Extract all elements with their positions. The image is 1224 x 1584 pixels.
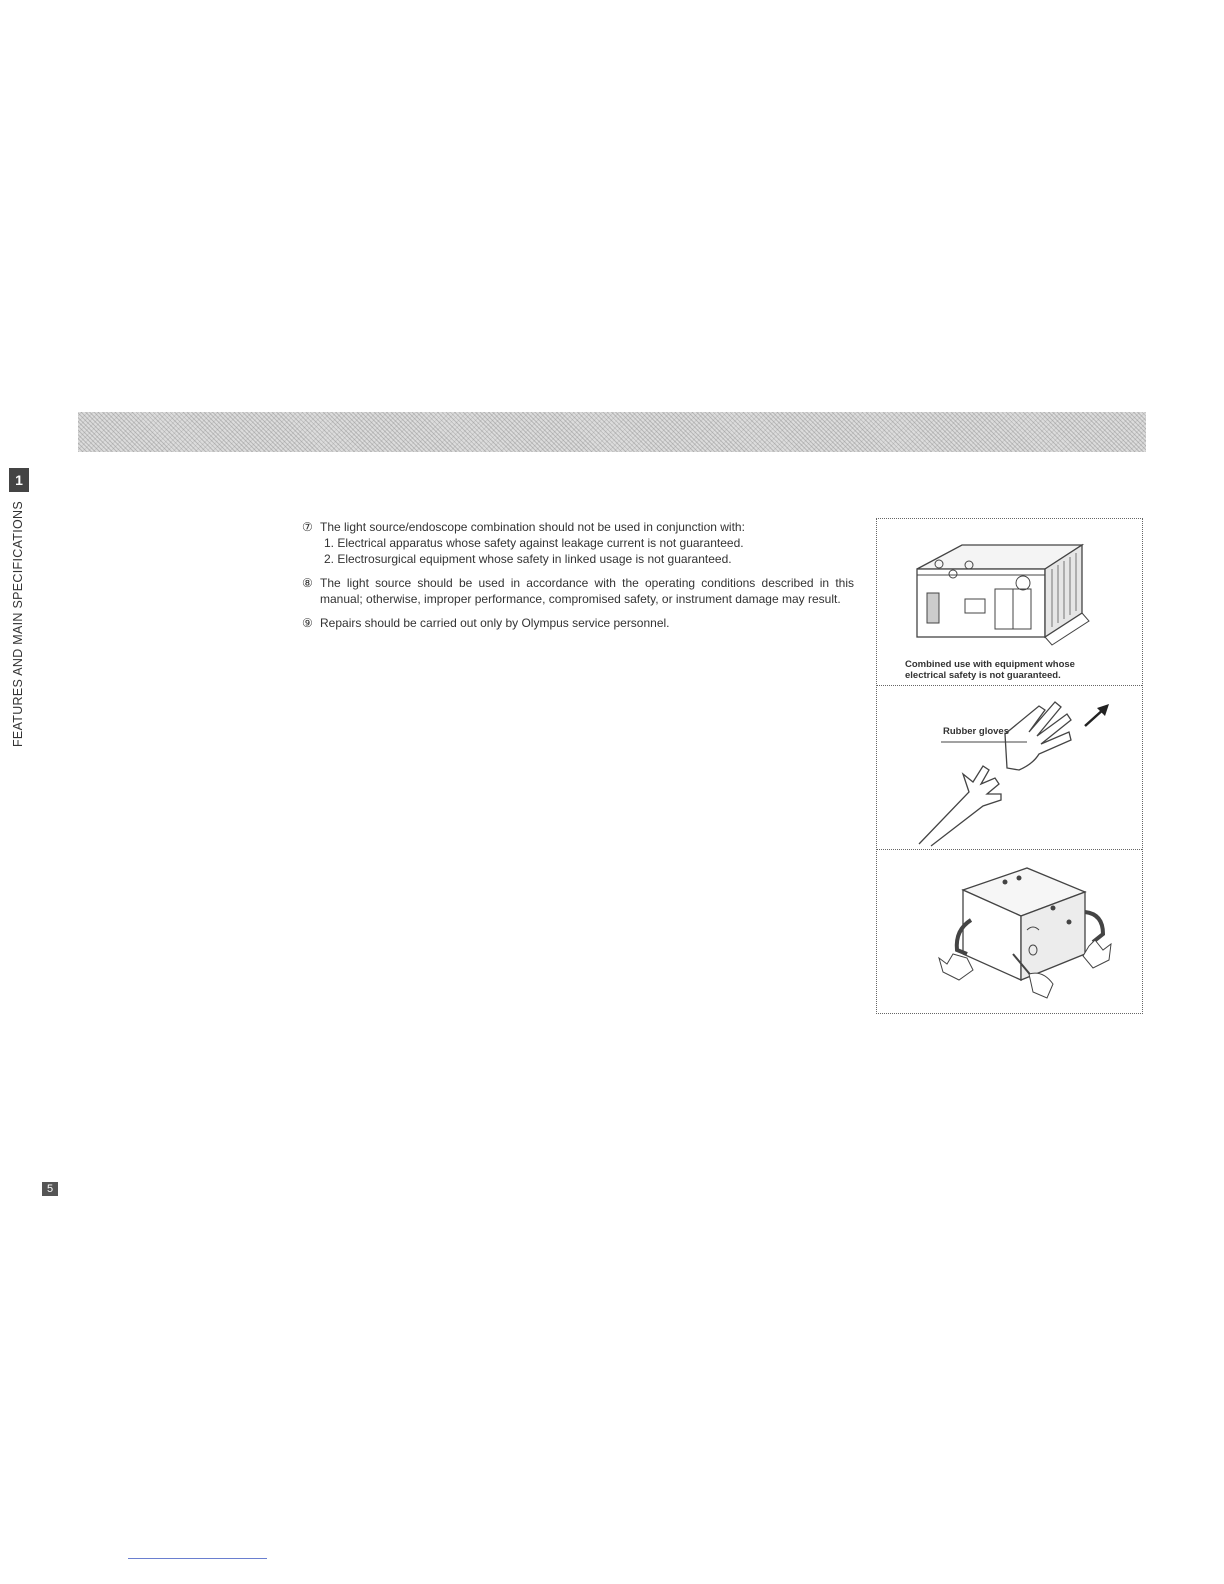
chapter-tab-marker: 1 [9, 468, 29, 492]
note-number: ⑧ [302, 576, 313, 590]
repair-illustration-panel [877, 850, 1142, 1013]
safety-notes [302, 519, 854, 639]
note-number: ⑦ [302, 520, 313, 534]
note-text: Repairs should be carried out only by Olympus service personnel. [320, 616, 670, 630]
repair-warning-illustration [877, 850, 1142, 1013]
note-item-8 [302, 575, 854, 607]
note-item-9 [302, 615, 854, 631]
illustration-column [876, 518, 1143, 1014]
note-number: ⑨ [302, 616, 313, 630]
gloves-illustration-panel [877, 686, 1142, 850]
note-text: The light source/endoscope combination should not be used in conjunction with: [320, 520, 745, 534]
header-band [78, 412, 1146, 452]
page-number: 5 [42, 1182, 58, 1196]
note-text: The light source should be used in accordance with the operating conditions described in this manual; otherwise, improper performance, compromised safety, or instrument damage may result. [320, 576, 854, 606]
rubber-gloves-illustration [877, 686, 1142, 849]
equipment-illustration-panel [877, 519, 1142, 686]
gloves-label: Rubber gloves [943, 726, 1009, 737]
note-subitem: 2. Electrosurgical equipment whose safety in linked usage is not guaranteed. [324, 552, 732, 566]
note-subitem: 1. Electrical apparatus whose safety against leakage current is not guaranteed. [324, 536, 744, 550]
equipment-caption: Combined use with equipment whose electrical safety is not guaranteed. [905, 659, 1075, 681]
note-item-7 [302, 519, 854, 567]
bottom-rule [128, 1558, 267, 1559]
chapter-side-title: FEATURES AND MAIN SPECIFICATIONS [11, 501, 25, 747]
